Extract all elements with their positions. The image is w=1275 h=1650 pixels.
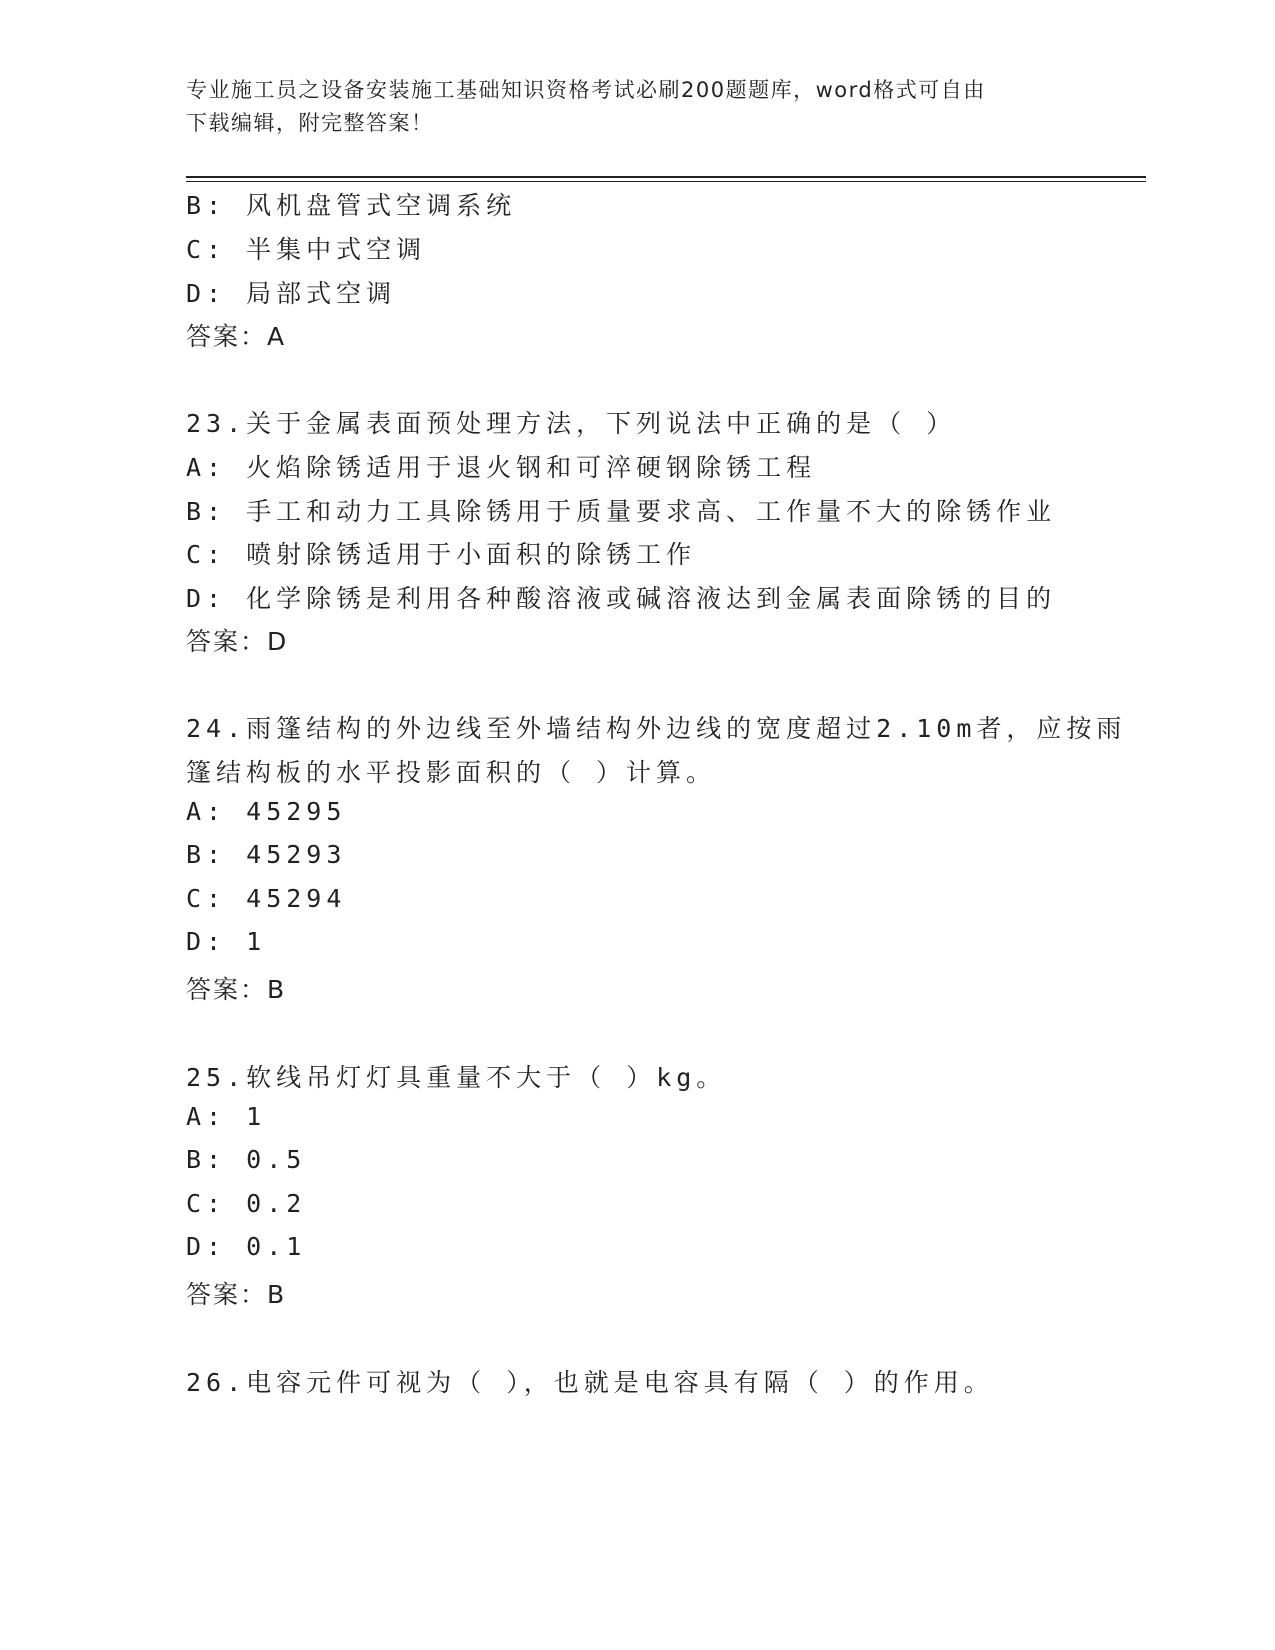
q23-option-d: D: 化学除锈是利用各种酸溶液或碱溶液达到金属表面除锈的目的	[186, 584, 1057, 613]
q23-option-a: A: 火焰除锈适用于退火钢和可淬硬钢除锈工程	[186, 453, 817, 482]
q25-stem: 25.软线吊灯灯具重量不大于（ ）kg。	[186, 1063, 727, 1092]
q22-answer: 答案：A	[186, 322, 287, 351]
q23-option-c: C: 喷射除锈适用于小面积的除锈工作	[186, 540, 697, 569]
q22-option-c: C: 半集中式空调	[186, 235, 427, 264]
q23-answer: 答案：D	[186, 627, 289, 656]
q25-option-b: B: 0.5	[186, 1145, 307, 1174]
q24-answer: 答案：B	[186, 975, 287, 1004]
q25-answer: 答案：B	[186, 1280, 287, 1309]
q24-option-d: D: 1	[186, 927, 267, 956]
q25-option-d: D: 0.1	[186, 1232, 307, 1261]
q24-option-c: C: 45294	[186, 884, 347, 913]
q26-stem: 26.电容元件可视为（ ），也就是电容具有隔（ ）的作用。	[186, 1368, 994, 1397]
q25-option-c: C: 0.2	[186, 1189, 307, 1218]
header-divider-thick	[186, 176, 1146, 178]
q22-option-d: D: 局部式空调	[186, 279, 397, 308]
q24-option-a: A: 45295	[186, 797, 347, 826]
q24-option-b: B: 45293	[186, 840, 347, 869]
header-line-1: 专业施工员之设备安装施工基础知识资格考试必刷200题题库，word格式可自由	[186, 78, 986, 102]
header-divider-thin	[186, 181, 1146, 182]
header-line-2: 下载编辑，附完整答案！	[186, 111, 434, 135]
document-header	[186, 74, 1066, 140]
q22-option-b: B: 风机盘管式空调系统	[186, 191, 517, 220]
q24-stem-line-2: 篷结构板的水平投影面积的（ ）计算。	[186, 758, 717, 787]
q23-option-b: B: 手工和动力工具除锈用于质量要求高、工作量不大的除锈作业	[186, 497, 1057, 526]
q25-option-a: A: 1	[186, 1102, 267, 1131]
q24-stem-line-1: 24.雨篷结构的外边线至外墙结构外边线的宽度超过2.10m者，应按雨	[186, 714, 1127, 743]
q23-stem: 23.关于金属表面预处理方法，下列说法中正确的是（ ）	[186, 409, 957, 438]
